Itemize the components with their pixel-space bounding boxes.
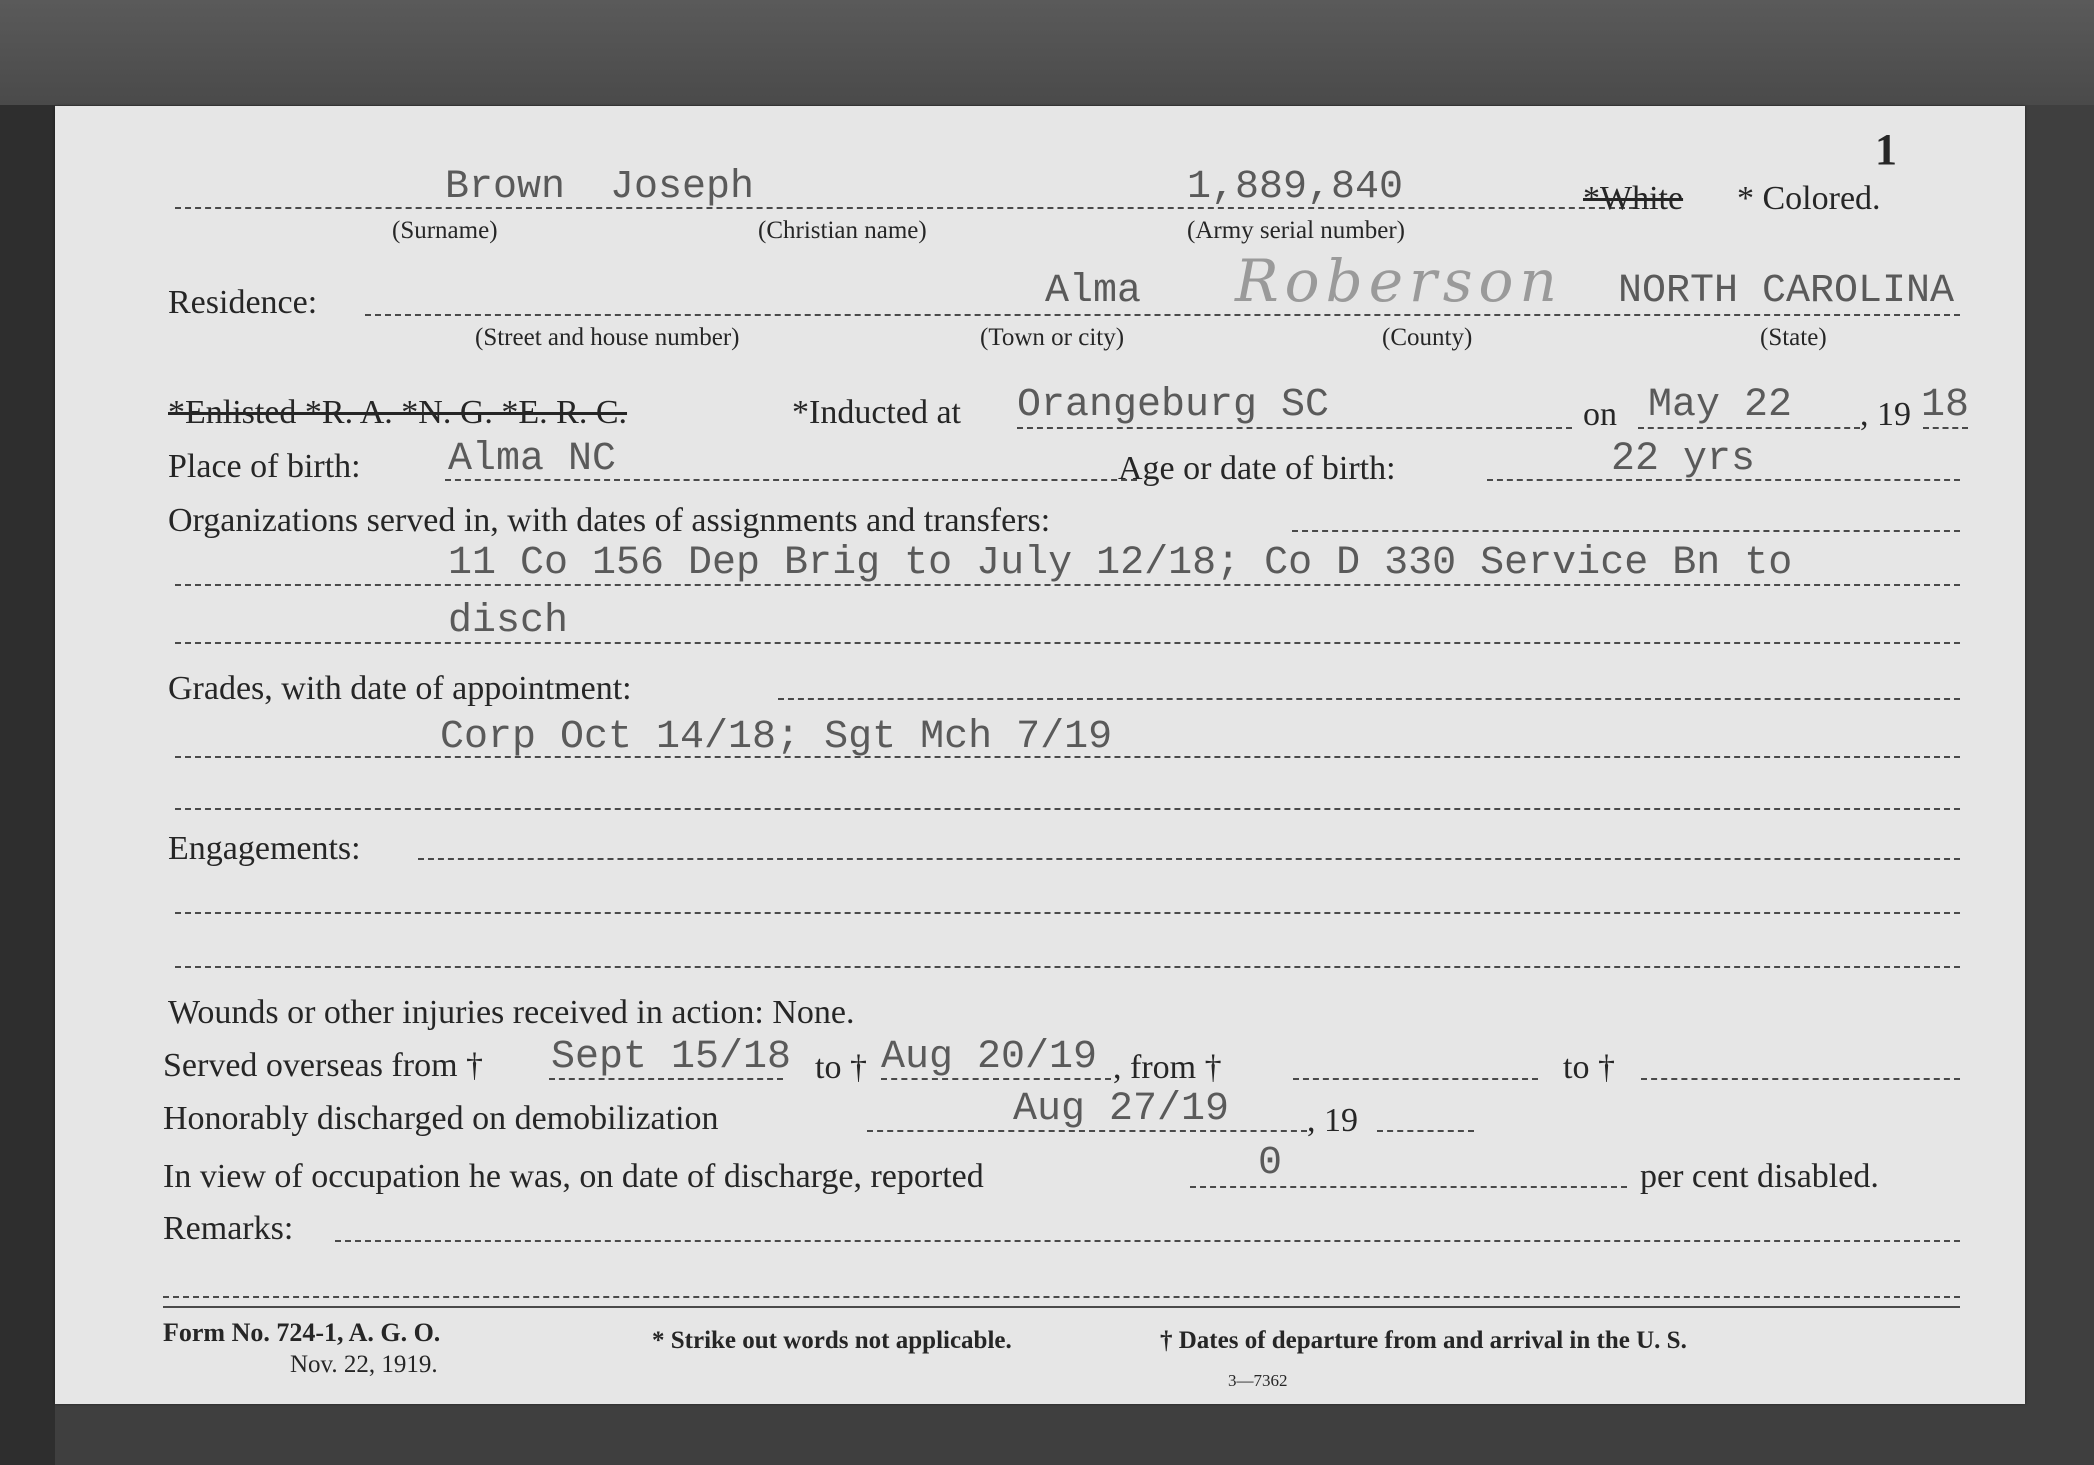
army-serial-caption: (Army serial number): [1187, 217, 1405, 244]
street-caption: (Street and house number): [475, 324, 740, 351]
induction-year-line: [1923, 427, 1968, 429]
army-serial-value: 1,889,840: [1187, 165, 1404, 210]
white-label: *White: [1583, 180, 1684, 217]
organizations-line-1-value: 11 Co 156 Dep Brig to July 12/18; Co D 330 Service Bn to: [448, 541, 1793, 586]
discharge-year-line: [1377, 1130, 1474, 1132]
overseas-from-line: [549, 1078, 783, 1080]
overseas-to-value: Aug 20/19: [881, 1035, 1098, 1080]
overseas-from-value: Sept 15/18: [551, 1035, 792, 1080]
engagements-line-0: [418, 858, 1960, 860]
county-value: Roberson: [1235, 247, 1563, 315]
dates-note: † Dates of departure from and arrival in the U. S.: [1160, 1327, 1687, 1354]
form-number: Form No. 724-1, A. G. O.: [163, 1318, 441, 1347]
strike-note: * Strike out words not applicable.: [652, 1327, 1012, 1354]
grades-line-0: [778, 698, 1960, 700]
remarks-line-0: [335, 1240, 1960, 1242]
discharge-label: Honorably discharged on demobilization: [163, 1100, 719, 1137]
induction-date-value: May 22: [1648, 383, 1793, 428]
inducted-at-label: *Inducted at: [792, 394, 961, 431]
surname-caption: (Surname): [392, 217, 498, 244]
christian-name-value: Joseph: [610, 165, 755, 210]
county-caption: (County): [1382, 324, 1473, 351]
card-number: 1: [1875, 125, 1897, 174]
footer-rule: [163, 1306, 1960, 1308]
year-prefix: , 19: [1860, 396, 1911, 433]
place-of-birth-value: Alma NC: [448, 437, 617, 482]
engagements-label: Engagements:: [168, 830, 361, 867]
wounds-label: Wounds or other injuries received in action: None.: [168, 994, 855, 1031]
organizations-line-2: [175, 642, 1960, 644]
discharge-line: [867, 1130, 1307, 1132]
surname-value: Brown: [445, 165, 566, 210]
overseas-from-2-label: , from †: [1113, 1049, 1222, 1086]
organizations-line-2-value: disch: [448, 599, 569, 644]
disability-label: In view of occupation he was, on date of discharge, reported: [163, 1158, 984, 1195]
served-overseas-label: Served overseas from †: [163, 1047, 484, 1084]
age-line: [1487, 479, 1960, 481]
scanner-background-top: [0, 0, 2094, 105]
form-date: Nov. 22, 1919.: [290, 1351, 438, 1378]
name-line: [175, 207, 1635, 209]
age-label: Age or date of birth:: [1118, 450, 1396, 487]
print-code: 3—7362: [1228, 1371, 1288, 1390]
organizations-label: Organizations served in, with dates of assignments and transfers:: [168, 502, 1051, 539]
town-caption: (Town or city): [980, 324, 1125, 351]
grades-line-1: [175, 756, 1960, 758]
grades-line-2: [175, 808, 1960, 810]
inducted-at-line: [1017, 427, 1572, 429]
scanner-background-left: [0, 105, 55, 1465]
induction-year-value: 18: [1921, 383, 1970, 428]
inducted-at-value: Orangeburg SC: [1017, 383, 1330, 428]
residence-line: [365, 314, 1960, 316]
grades-label: Grades, with date of appointment:: [168, 670, 632, 707]
discharge-value: Aug 27/19: [1013, 1087, 1230, 1132]
overseas-to-label: to †: [815, 1049, 867, 1086]
state-value: NORTH CAROLINA: [1618, 269, 1955, 314]
on-label: on: [1583, 396, 1617, 433]
induction-date-line: [1638, 427, 1860, 429]
disability-suffix: per cent disabled.: [1640, 1158, 1879, 1195]
organizations-line-0: [1292, 530, 1960, 532]
overseas-from-2-line: [1293, 1078, 1538, 1080]
organizations-line-1: [175, 584, 1960, 586]
christian-name-caption: (Christian name): [758, 217, 927, 244]
state-caption: (State): [1760, 324, 1827, 351]
place-of-birth-label: Place of birth:: [168, 448, 361, 485]
overseas-to-line: [881, 1078, 1111, 1080]
disability-line: [1190, 1186, 1627, 1188]
engagements-line-1: [175, 912, 1960, 914]
place-of-birth-line: [445, 479, 1137, 481]
age-value: 22 yrs: [1611, 437, 1756, 482]
colored-label: * Colored.: [1737, 180, 1881, 217]
remarks-line-1: [163, 1296, 1960, 1298]
remarks-label: Remarks:: [163, 1210, 294, 1247]
grades-value: Corp Oct 14/18; Sgt Mch 7/19: [440, 715, 1113, 760]
residence-label: Residence:: [168, 284, 318, 321]
overseas-to-2-label: to †: [1563, 1049, 1615, 1086]
town-value: Alma: [1045, 269, 1142, 314]
enlisted-options-label: *Enlisted *R. A. *N. G. *E. R. C.: [168, 394, 628, 431]
service-record-card: [55, 106, 2025, 1404]
disability-value: 0: [1258, 1141, 1283, 1186]
engagements-line-2: [175, 966, 1960, 968]
overseas-to-2-line: [1641, 1078, 1960, 1080]
discharge-year-label: , 19: [1307, 1102, 1358, 1139]
